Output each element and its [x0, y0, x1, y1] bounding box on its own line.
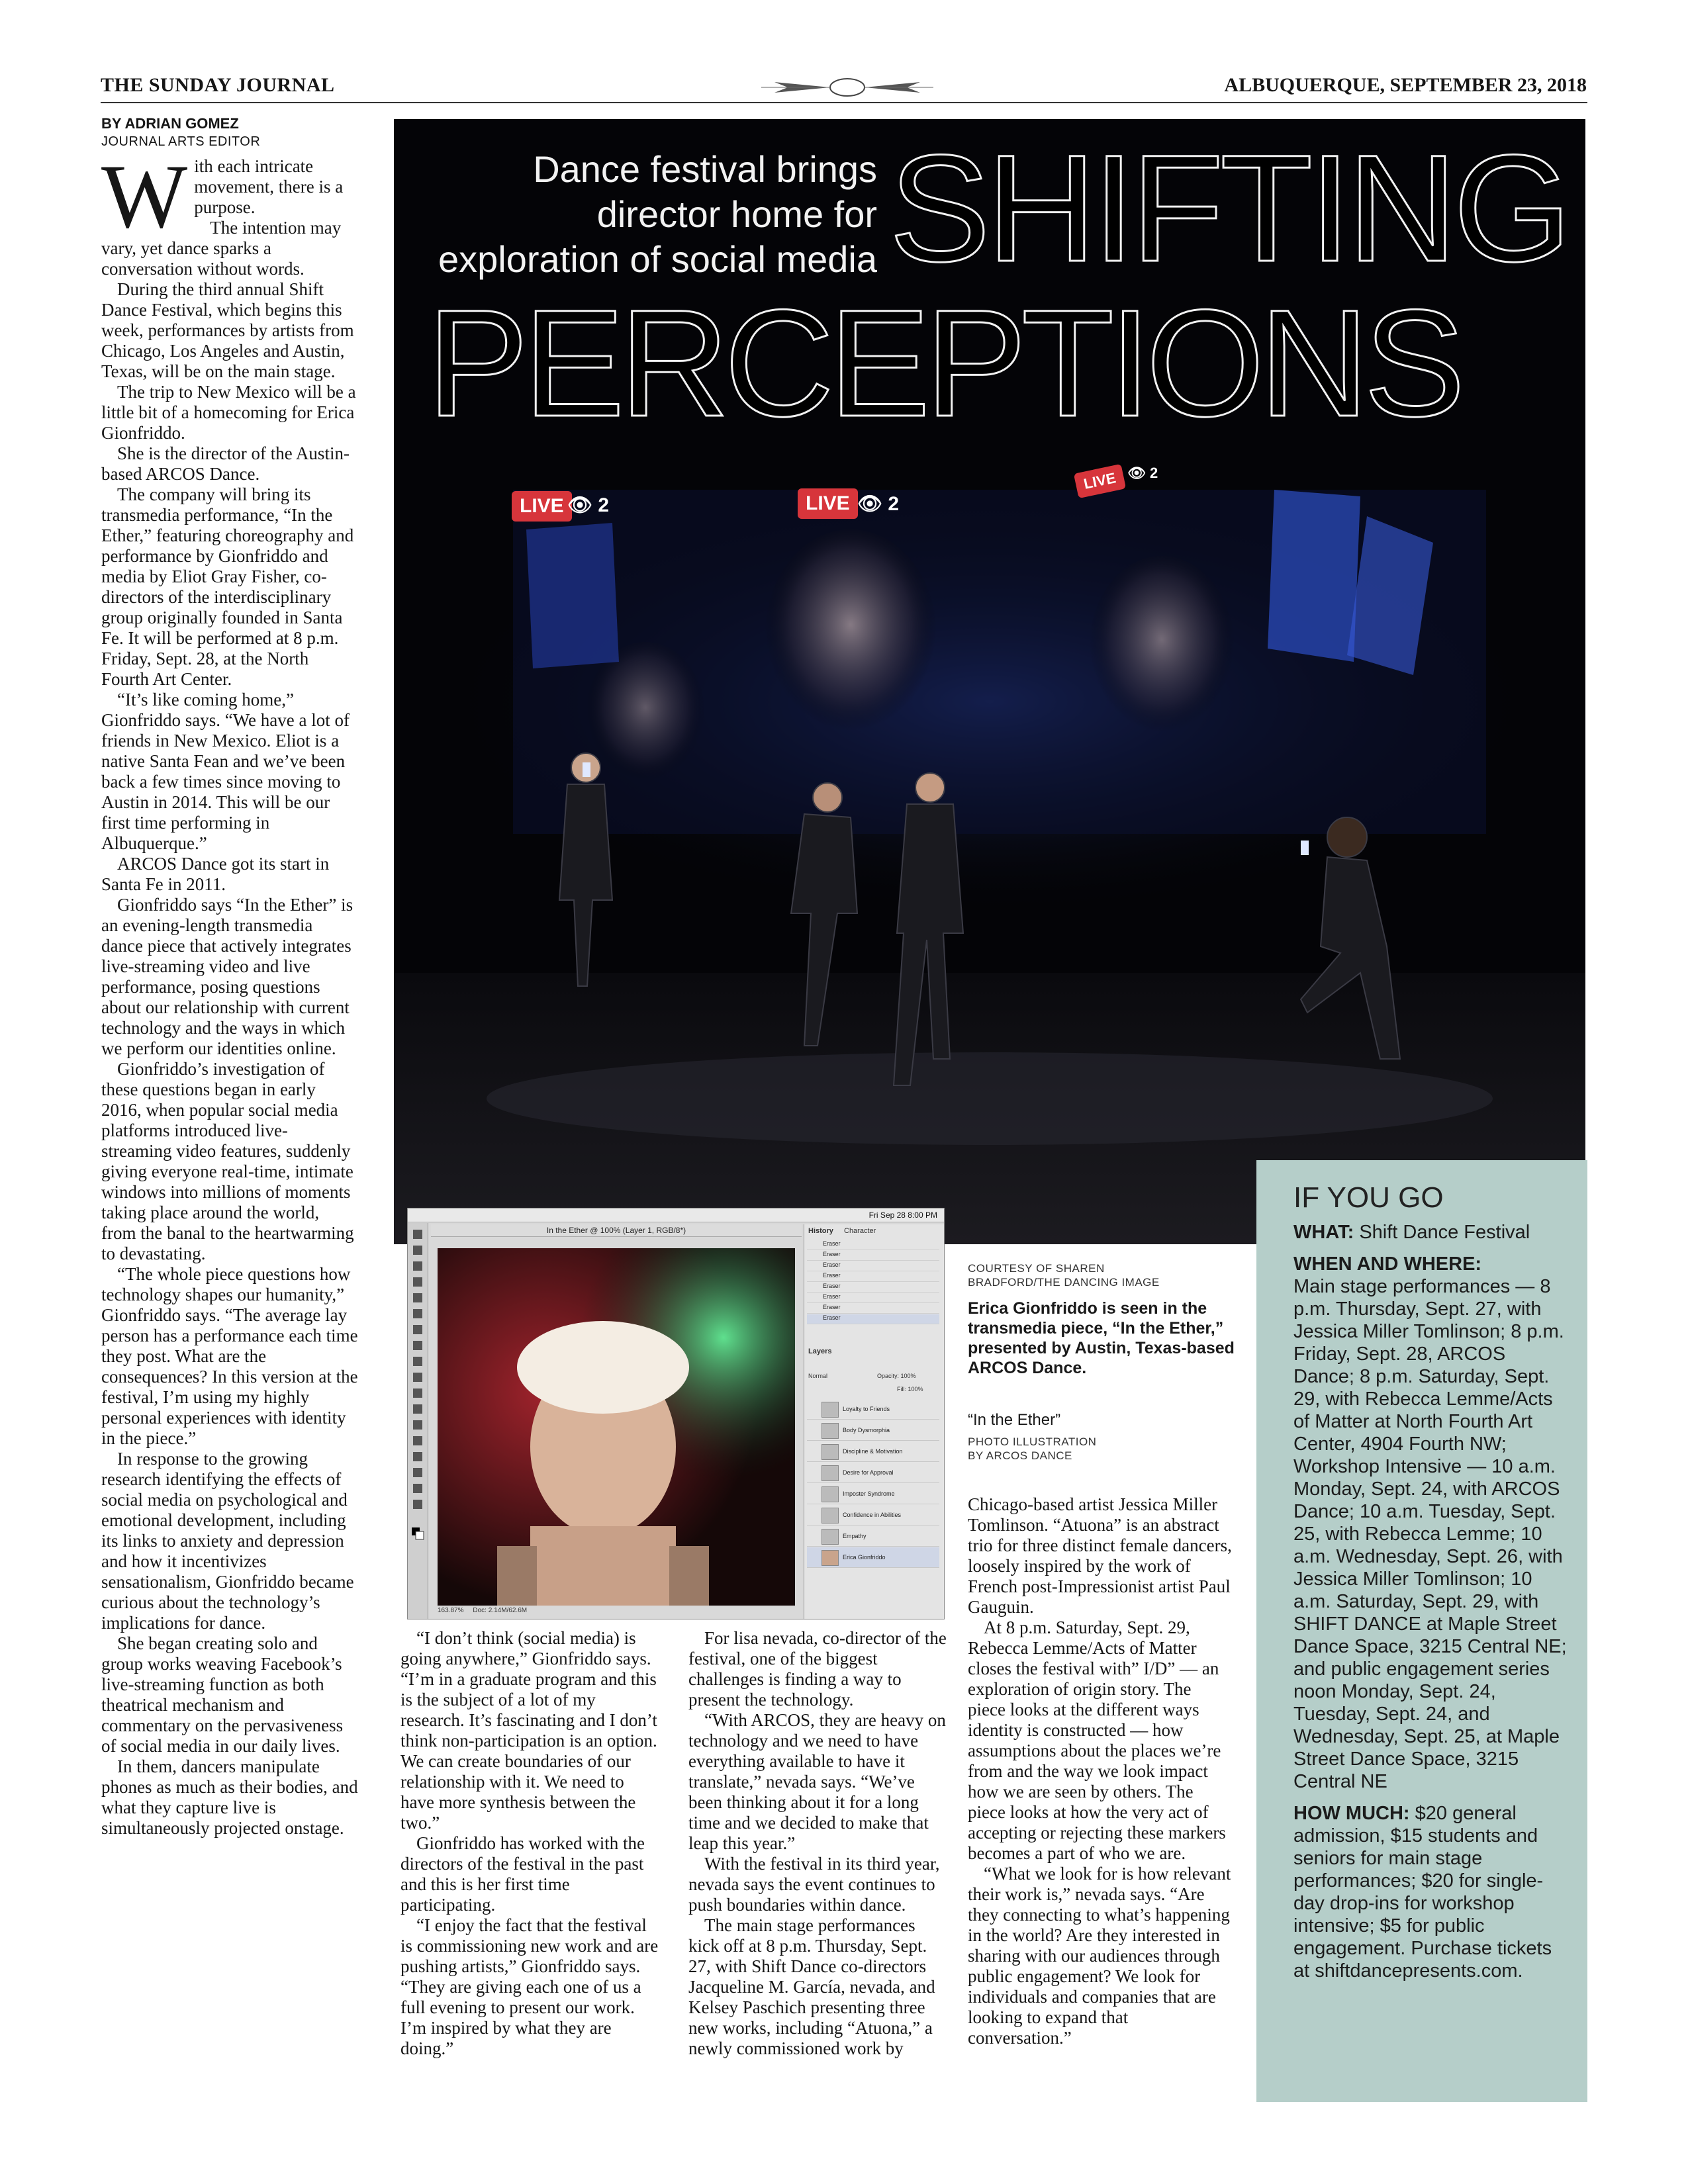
ps-right-panel [804, 1224, 945, 1619]
ps-history-label: Eraser [823, 1251, 841, 1257]
article-paragraph: In response to the growing research identifying the effects of social media on psychological and emotional development, including its links to anxiety and depression and how it incentivizes sensationalism, Gionfriddo became curious about the technology’s implications for dance. [101, 1449, 354, 1633]
ps-document-tab [431, 1224, 802, 1237]
ps-history-item [807, 1272, 939, 1282]
paper-name: THE SUNDAY JOURNAL [101, 74, 335, 96]
dateline: ALBUQUERQUE, SEPTEMBER 23, 2018 [1224, 74, 1587, 96]
article-paragraph: She began creating solo and group works weaving Facebook’s live-streaming function as both theatrical mechanism and commentary on the pervasiveness of social media in our daily lives. [101, 1633, 344, 1756]
article-paragraph: For lisa nevada, co-director of the festival, one of the biggest challenges is finding a way to present the technology. [688, 1628, 947, 1709]
inset-caption-title: “In the Ether” [968, 1411, 1061, 1429]
ps-layer-row [807, 1547, 939, 1568]
viewer-count [1127, 465, 1158, 482]
ps-layer-row [807, 1484, 939, 1504]
article-paragraph: The trip to New Mexico will be a little bit of a homecoming for Erica Gionfriddo. [101, 382, 356, 443]
ps-history-item [807, 1283, 939, 1293]
photo-credit-line: BRADFORD/THE DANCING IMAGE [968, 1276, 1160, 1289]
ps-clock: Fri Sep 28 8:00 PM [868, 1210, 937, 1220]
photoshop-screenshot-inset [407, 1208, 945, 1619]
inset-credit [968, 1435, 1219, 1463]
newspaper-emblem-icon [761, 74, 933, 101]
ps-layer-row [807, 1420, 939, 1441]
article-paragraph: “The whole piece questions how technology shapes our humanity,” Gionfriddo says. “The average lay person has a performance each time they post. What are the consequences? In this version at the festival, I’m using my highly personal experiences with identity in the piece.” [101, 1264, 358, 1448]
info-label: HOW MUCH: [1293, 1803, 1410, 1824]
info-how [1293, 1802, 1571, 1982]
ps-layer-name: Desire for Approval [843, 1469, 894, 1476]
ps-options-bar [408, 1208, 944, 1222]
article-paragraph: “What we look for is how relevant their work is,” nevada says. “Are they connecting to what’s happening in the world? Are they interested in sharing with our audiences through public engagement? We look for individuals and companies that are looking to expand that conversation.” [968, 1864, 1231, 2048]
ps-layer-name: Body Dysmorphia [843, 1427, 890, 1433]
ps-layer-name: Discipline & Motivation [843, 1448, 903, 1455]
ps-history-label: Eraser [823, 1304, 841, 1310]
info-what [1293, 1221, 1571, 1244]
ps-history-label: Eraser [823, 1283, 841, 1289]
article-paragraph: “It’s like coming home,” Gionfriddo says. “We have a lot of friends in New Mexico. Eliot is a native Santa Fean and we’ve been back a few times since moving to Austin in 2014. This will be our first time performing in Albuquerque.” [101, 690, 350, 853]
article-paragraph: “I enjoy the fact that the festival is commissioning new work and are pushing artists,” Gionfriddo says. “They are giving each one of us a full evening to present our work. I’m inspired by what they are doing.” [400, 1915, 659, 2058]
deck-line: exploration of social media [438, 238, 877, 280]
ps-tab-character: Character [844, 1227, 876, 1235]
hero-photo [394, 119, 1585, 1244]
article-paragraph: She is the director of the Austin-based ARCOS Dance. [101, 443, 350, 484]
article-paragraph: “I don’t think (social media) is going anywhere,” Gionfriddo says. “I’m in a graduate program and this is the subject of a lot of my research. It’s fascinating and I don’t think non-participation is an option. We can create boundaries of our relationship with it. We need to have more synthesis between the two.” [400, 1628, 657, 1833]
ps-history-item [807, 1251, 939, 1261]
ps-layer-row [807, 1463, 939, 1483]
ps-layer-name: Loyalty to Friends [843, 1406, 890, 1412]
live-badge: LIVE [512, 491, 572, 522]
ps-history-label: Eraser [823, 1261, 841, 1268]
article-paragraph: Gionfriddo says “In the Ether” is an evening-length transmedia dance piece that actively integrates live-streaming video and live performance, posing questions about our relationship with current technology and the ways in which we perform our identities online. [101, 895, 353, 1058]
eye-icon: 👁 [567, 494, 598, 516]
info-when [1293, 1253, 1571, 1793]
viewer-count-number: 2 [1150, 465, 1158, 481]
ps-layer-row [807, 1399, 939, 1420]
headline-deck [434, 147, 877, 282]
ps-zoom-level: 163.87% [438, 1607, 464, 1614]
article-paragraph: Gionfriddo has worked with the directors of the festival in the past and this is her first time participating. [400, 1833, 645, 1915]
info-label: WHAT: [1293, 1222, 1354, 1243]
ps-history-item [807, 1240, 939, 1250]
ps-layer-name: Imposter Syndrome [843, 1490, 895, 1497]
headline-shifting: SHIFTING [889, 123, 1568, 293]
article-paragraph: The main stage performances kick off at 8 p.m. Thursday, Sept. 27, with Shift Dance co-directors Jacqueline M. García, nevada, and Kelsey Paschich presenting three new works, including “Atuona,” a newly commissioned work by [688, 1915, 935, 2058]
eye-icon: 👁 [1127, 465, 1150, 481]
viewer-count-number: 2 [598, 494, 610, 516]
eye-icon: 👁 [857, 493, 888, 515]
info-label: WHEN AND WHERE: [1293, 1253, 1482, 1275]
article-paragraph: Chicago-based artist Jessica Miller Tomlinson. “Atuona” is an abstract trio for three distinct female dancers, loosely inspired by the work of French post-Impressionist artist Paul Gauguin. [968, 1494, 1232, 1617]
ps-tab-layers: Layers [808, 1347, 832, 1355]
deck-line: Dance festival brings [533, 148, 877, 190]
photo-credit-line: COURTESY OF SHAREN [968, 1262, 1105, 1275]
live-badge: LIVE [1074, 464, 1126, 498]
article-column-2 [400, 1628, 659, 2085]
ps-history-label: Eraser [823, 1240, 841, 1247]
viewer-count [567, 494, 609, 517]
article-paragraph: ith each intricate movement, there is a purpose. [194, 156, 344, 217]
ps-history-label: Eraser [823, 1293, 841, 1300]
ps-fill: Fill: 100% [897, 1386, 923, 1392]
info-value: Main stage performances — 8 p.m. Thursday, Sept. 27, with Jessica Miller Tomlinson; 8 p.m. Friday, Sept. 28, ARCOS Dance; 8 p.m. Saturday, Sept. 29, with Rebecca Lemme/Acts of Matter at North Fourth Art Center, 4904 Fourth NW; Workshop Intensive — 10 a.m. Monday, Sept. 24, with ARCOS Dance; 10 a.m. Tuesday, Sept. 25, with Rebecca Lemme; 10 a.m. Wednesday, Sept. 26, with Jessica Miller Tomlinson; 10 a.m. Saturday, Sept. 29, with SHIFT DANCE at Maple Street Dance Space, 3215 Central NE; and public engagement series noon Monday, Sept. 24, Tuesday, Sept. 24, and Wednesday, Sept. 25, at Maple Street Dance Space, 3215 Central NE [1293, 1276, 1567, 1792]
ps-document-title: In the Ether @ 100% (Layer 1, RGB/8*) [546, 1226, 686, 1235]
viewer-count [857, 492, 899, 516]
ps-opacity: Opacity: 100% [877, 1373, 916, 1379]
if-you-go-title: IF YOU GO [1293, 1181, 1444, 1214]
article-paragraph: The intention may vary, yet dance sparks a conversation without words. [101, 218, 342, 279]
ps-blend-mode: Normal [808, 1373, 828, 1379]
ps-tab-history: History [808, 1227, 833, 1235]
info-value: Shift Dance Festival [1359, 1222, 1530, 1243]
portrait-image [438, 1248, 795, 1606]
live-badge: LIVE [798, 488, 858, 519]
inset-credit-line: PHOTO ILLUSTRATION [968, 1435, 1097, 1448]
photo-credit [968, 1261, 1219, 1289]
ps-layer-row [807, 1441, 939, 1462]
ps-layer-name: Confidence in Abilities [843, 1512, 902, 1518]
ps-history-label: Eraser [823, 1314, 841, 1321]
ps-history-item [807, 1293, 939, 1303]
ps-tool-icons [408, 1223, 428, 1580]
ps-history-label: Eraser [823, 1272, 841, 1279]
ps-history-item [807, 1314, 939, 1324]
photo-caption: Erica Gionfriddo is seen in the transmedia piece, “In the Ether,” presented by Austin, Texas-based ARCOS Dance. [968, 1299, 1235, 1377]
if-you-go-box [1256, 1160, 1587, 2102]
ps-layer-row [807, 1505, 939, 1525]
ps-layer-name: Empathy [843, 1533, 867, 1539]
article-paragraph: In them, dancers manipulate phones as much as their bodies, and what they capture live is simultaneously projected onstage. [101, 1756, 358, 1838]
article-paragraph: Gionfriddo’s investigation of these questions began in early 2016, when popular social media platforms introduced live-streaming video features, suddenly giving everyone real-time, intimate windows into millions of moments taking place around the world, from the banal to the heartwarming to devastating. [101, 1059, 354, 1263]
info-value: $20 general admission, $15 students and seniors for main stage performances; $20 for single-day drop-ins for workshop intensive; $5 for public engagement. Purchase tickets at shiftdancepresents.com. [1293, 1803, 1552, 1981]
ps-tools-panel [408, 1223, 428, 1619]
headline-perceptions: PERCEPTIONS [427, 278, 1460, 448]
deck-line: director home for [596, 193, 877, 235]
article-paragraph: At 8 p.m. Saturday, Sept. 29, Rebecca Lemme/Acts of Matter closes the festival with” I/D” — an exploration of origin story. The piece looks at the different ways identity is constructed — how assumptions about the places we’re from and the way we look impact how we are seen by others. The piece looks at how the very act of accepting or rejecting these markers becomes a part of who we are. [968, 1617, 1226, 1863]
article-paragraph: With the festival in its third year, nevada says the event continues to push boundaries within dance. [688, 1854, 940, 1915]
article-column-3 [688, 1628, 947, 2085]
ps-history-item [807, 1261, 939, 1271]
ps-layer-row [807, 1526, 939, 1547]
viewer-count-number: 2 [888, 493, 900, 515]
masthead-rule [101, 102, 1587, 103]
inset-credit-line: BY ARCOS DANCE [968, 1449, 1072, 1462]
article-paragraph: The company will bring its transmedia performance, “In the Ether,” featuring choreography and performance by Gionfriddo and media by Eliot Gray Fisher, co-directors of the interdisciplinary group originally founded in Santa Fe. It will be performed at 8 p.m. Friday, Sept. 28, at the North Fourth Art Center. [101, 484, 354, 689]
ps-history-item [807, 1304, 939, 1314]
article-paragraph: ARCOS Dance got its start in Santa Fe in 2011. [101, 854, 330, 894]
ps-status-bar [438, 1607, 527, 1614]
byline-title: JOURNAL ARTS EDITOR [101, 134, 261, 149]
byline-name: BY ADRIAN GOMEZ [101, 115, 239, 132]
ps-layer-name: Erica Gionfriddo [843, 1554, 886, 1561]
ps-doc-size: Doc: 2.14M/62.6M [473, 1607, 528, 1614]
article-paragraph: During the third annual Shift Dance Festival, which begins this week, performances by artists from Chicago, Los Angeles and Austin, Texas, will be on the main stage. [101, 279, 354, 381]
article-column-1 [101, 156, 358, 2095]
ps-canvas [438, 1248, 795, 1606]
article-paragraph: “With ARCOS, they are heavy on technology and we need to have everything available to have it translate,” nevada says. “We’ve been thinking about it for a long time and we decided to make that leap this year.” [688, 1710, 946, 1853]
article-column-4 [968, 1494, 1233, 2090]
drop-cap: W [101, 156, 188, 247]
